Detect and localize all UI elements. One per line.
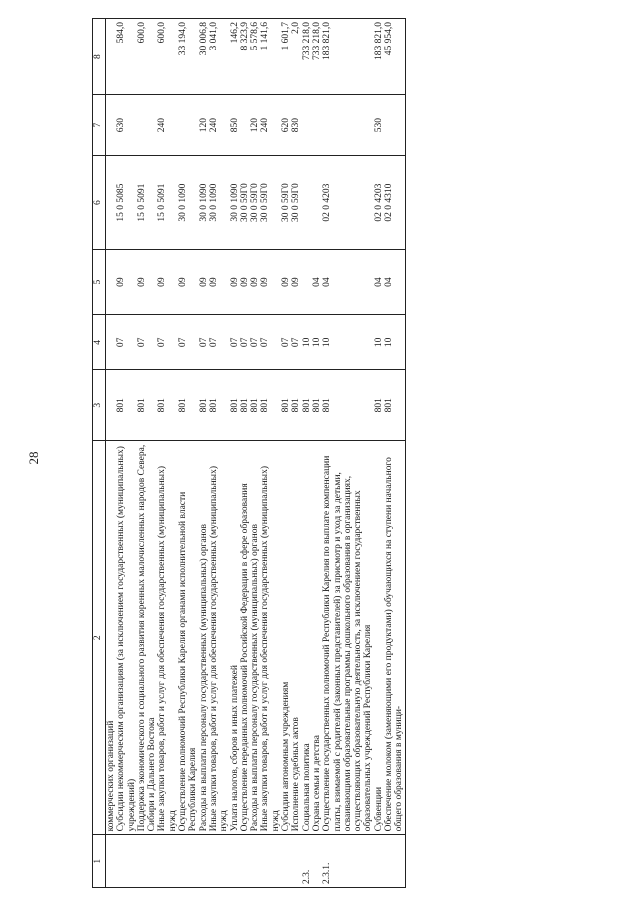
table-row <box>157 19 178 888</box>
section-code-cell: 10 <box>384 315 405 370</box>
header-cell: 1 <box>93 835 106 888</box>
item-name-cell: Субсидии автономным учреждениям <box>281 441 291 835</box>
header-cell: 4 <box>93 315 106 370</box>
code-cell: 801 <box>312 370 322 441</box>
header-cell: 5 <box>93 250 106 315</box>
expense-type-cell: 240 <box>260 95 281 156</box>
target-article-cell: 15 0 5091 <box>137 156 158 250</box>
code-cell: 801 <box>230 370 240 441</box>
amount-cell: 600,0 <box>157 19 178 95</box>
amount-cell: 1 601,7 <box>281 19 291 95</box>
amount-cell: 1 141,6 <box>260 19 281 95</box>
item-name-cell: Иные закупки товаров, работ и услуг для обеспечения государственных (муниципальных) нужд <box>157 441 178 835</box>
section-number-cell <box>106 835 117 888</box>
code-cell: 801 <box>302 370 312 441</box>
table-row <box>178 19 199 888</box>
item-name-cell: Иные закупки товаров, работ и услуг для обеспечения государственных (муниципальных) нужд <box>209 441 230 835</box>
target-article-cell: 30 0 1090 <box>230 156 240 250</box>
code-cell: 801 <box>157 370 178 441</box>
target-article-cell: 30 0 59Г0 <box>240 156 250 250</box>
section-code-cell: 10 <box>302 315 312 370</box>
section-number-cell <box>291 835 301 888</box>
subsection-code-cell: 09 <box>209 250 230 315</box>
section-number-cell <box>178 835 199 888</box>
section-code-cell: 10 <box>322 315 373 370</box>
expense-type-cell <box>178 95 199 156</box>
amount-cell: 33 194,0 <box>178 19 199 95</box>
header-cell: 2 <box>93 441 106 835</box>
target-article-cell: 30 0 59Г0 <box>250 156 260 250</box>
item-name-cell: Субвенции <box>374 441 384 835</box>
table-row <box>250 19 260 888</box>
table-row <box>374 19 384 888</box>
amount-cell: 600,0 <box>137 19 158 95</box>
section-code-cell: 07 <box>240 315 250 370</box>
item-name-cell: Социальная политика <box>302 441 312 835</box>
code-cell: 801 <box>137 370 158 441</box>
table-row <box>137 19 158 888</box>
subsection-code-cell: 09 <box>260 250 281 315</box>
expense-type-cell <box>106 95 117 156</box>
subsection-code-cell <box>302 250 312 315</box>
subsection-code-cell: 04 <box>312 250 322 315</box>
expense-type-cell: 120 <box>250 95 260 156</box>
subsection-code-cell: 04 <box>322 250 373 315</box>
expense-type-cell: 240 <box>209 95 230 156</box>
table-row <box>302 19 312 888</box>
amount-cell: 183 821,0 <box>322 19 373 95</box>
section-code-cell: 07 <box>209 315 230 370</box>
amount-cell: 733 218,0 <box>312 19 322 95</box>
expense-type-cell <box>240 95 250 156</box>
amount-cell: 733 218,0 <box>302 19 312 95</box>
target-article-cell: 30 0 59Г0 <box>281 156 291 250</box>
code-cell: 801 <box>384 370 405 441</box>
subsection-code-cell: 09 <box>137 250 158 315</box>
expense-type-cell <box>137 95 158 156</box>
item-name-cell: Осуществление полномочий Республики Карелия органами исполнительной власти Республики Карелия <box>178 441 199 835</box>
item-name-cell: Уплата налогов, сборов и иных платежей <box>230 441 240 835</box>
code-cell: 801 <box>291 370 301 441</box>
section-number-cell <box>209 835 230 888</box>
code-cell: 801 <box>374 370 384 441</box>
section-number-cell <box>312 835 322 888</box>
section-number-cell <box>240 835 250 888</box>
expense-type-cell: 850 <box>230 95 240 156</box>
item-name-cell: Обеспечение молоком (заменяющими его продуктами) обучающихся на ступени начального общего образования в муници- <box>384 441 405 835</box>
table-row <box>322 19 373 888</box>
target-article-cell: 02 0 4203 <box>374 156 384 250</box>
target-article-cell <box>106 156 117 250</box>
amount-cell: 584,0 <box>116 19 137 95</box>
code-cell: 801 <box>199 370 209 441</box>
code-cell: 801 <box>250 370 260 441</box>
subsection-code-cell: 09 <box>281 250 291 315</box>
table-row <box>384 19 405 888</box>
header-cell: 3 <box>93 370 106 441</box>
section-code-cell: 07 <box>199 315 209 370</box>
section-number-cell <box>250 835 260 888</box>
section-number-cell <box>157 835 178 888</box>
target-article-cell: 15 0 5091 <box>157 156 178 250</box>
table-row <box>260 19 281 888</box>
header-cell: 7 <box>93 95 106 156</box>
section-number-cell <box>281 835 291 888</box>
amount-cell: 45 954,0 <box>384 19 405 95</box>
table-row <box>209 19 230 888</box>
subsection-code-cell: 09 <box>199 250 209 315</box>
target-article-cell: 15 0 5085 <box>116 156 137 250</box>
target-article-cell: 30 0 1090 <box>209 156 230 250</box>
header-cell: 6 <box>93 156 106 250</box>
table-row <box>312 19 322 888</box>
item-name-cell: Иные закупки товаров, работ и услуг для обеспечения государственных (муниципальных) нужд <box>260 441 281 835</box>
section-code-cell: 07 <box>291 315 301 370</box>
section-number-cell <box>260 835 281 888</box>
table-row <box>199 19 209 888</box>
item-name-cell: Осуществление переданных полномочий Российской Федерации в сфере образования <box>240 441 250 835</box>
code-cell: 801 <box>209 370 230 441</box>
table-row <box>281 19 291 888</box>
amount-cell: 30 006,8 <box>199 19 209 95</box>
subsection-code-cell: 09 <box>116 250 137 315</box>
target-article-cell <box>302 156 312 250</box>
expense-type-cell: 630 <box>116 95 137 156</box>
amount-cell: 183 821,0 <box>374 19 384 95</box>
amount-cell: 2,0 <box>291 19 301 95</box>
section-number-cell <box>374 835 384 888</box>
section-code-cell: 07 <box>230 315 240 370</box>
section-code-cell: 07 <box>116 315 137 370</box>
subsection-code-cell: 09 <box>240 250 250 315</box>
target-article-cell: 30 0 1090 <box>199 156 209 250</box>
section-code-cell: 07 <box>260 315 281 370</box>
subsection-code-cell: 04 <box>374 250 384 315</box>
item-name-cell: Расходы на выплаты персоналу государственных (муниципальных) органов <box>250 441 260 835</box>
header-cell: 8 <box>93 19 106 95</box>
section-code-cell: 07 <box>250 315 260 370</box>
expense-type-cell: 620 <box>281 95 291 156</box>
section-number-cell <box>116 835 137 888</box>
table-body <box>106 19 406 888</box>
code-cell: 801 <box>260 370 281 441</box>
expense-type-cell <box>322 95 373 156</box>
section-code-cell: 07 <box>281 315 291 370</box>
amount-cell: 5 578,6 <box>250 19 260 95</box>
section-number-cell <box>384 835 405 888</box>
subsection-code-cell: 09 <box>291 250 301 315</box>
section-number-cell <box>137 835 158 888</box>
amount-cell: 3 041,0 <box>209 19 230 95</box>
code-cell <box>106 370 117 441</box>
section-number-cell <box>199 835 209 888</box>
subsection-code-cell: 04 <box>384 250 405 315</box>
subsection-code-cell: 09 <box>230 250 240 315</box>
code-cell: 801 <box>116 370 137 441</box>
section-code-cell: 10 <box>374 315 384 370</box>
item-name-cell: Поддержка экономического и социального развития коренных малочисленных народов Севера, Сибири и Дальнего Востока <box>137 441 158 835</box>
subsection-code-cell: 09 <box>178 250 199 315</box>
item-name-cell: коммерческих организаций <box>106 441 117 835</box>
expense-type-cell <box>384 95 405 156</box>
item-name-cell: Осуществление государственных полномочий Республики Карелия по выплате компенсации платы, взимаемой с родителей (законных представителей) за присмотр и уход за детьми, осваивающими образовательные программы дошкольного образования в организациях, осуществляющих образовательную деятельность, за исключением государственных образовательных учреждений Республики Карелия <box>322 441 373 835</box>
amount-cell: 146,2 <box>230 19 240 95</box>
table-row <box>116 19 137 888</box>
table-row <box>230 19 240 888</box>
subsection-code-cell: 09 <box>250 250 260 315</box>
target-article-cell: 02 0 4203 <box>322 156 373 250</box>
code-cell: 801 <box>240 370 250 441</box>
table-row <box>106 19 117 888</box>
code-cell: 801 <box>281 370 291 441</box>
item-name-cell: Субсидии некоммерческим организациям (за исключением государственных (муниципальных) учреждений) <box>116 441 137 835</box>
item-name-cell: Исполнение судебных актов <box>291 441 301 835</box>
code-cell: 801 <box>322 370 373 441</box>
budget-table <box>92 18 406 888</box>
section-number-cell <box>230 835 240 888</box>
table-row <box>240 19 250 888</box>
amount-cell: 8 323,9 <box>240 19 250 95</box>
expense-type-cell: 830 <box>291 95 301 156</box>
section-code-cell: 07 <box>178 315 199 370</box>
item-name-cell: Расходы на выплаты персоналу государственных (муниципальных) органов <box>199 441 209 835</box>
table-row <box>291 19 301 888</box>
section-code-cell: 10 <box>312 315 322 370</box>
section-code-cell: 07 <box>137 315 158 370</box>
code-cell: 801 <box>178 370 199 441</box>
section-number-cell: 2.3.1. <box>322 835 373 888</box>
page-number: 28 <box>26 451 41 465</box>
expense-type-cell: 240 <box>157 95 178 156</box>
expense-type-cell: 120 <box>199 95 209 156</box>
rotated-table-container <box>92 18 552 888</box>
subsection-code-cell <box>106 250 117 315</box>
target-article-cell: 30 0 1090 <box>178 156 199 250</box>
expense-type-cell <box>312 95 322 156</box>
target-article-cell: 02 0 4310 <box>384 156 405 250</box>
header-row <box>93 19 106 888</box>
target-article-cell: 30 0 59Г0 <box>260 156 281 250</box>
target-article-cell: 30 0 59Г0 <box>291 156 301 250</box>
target-article-cell <box>312 156 322 250</box>
expense-type-cell <box>302 95 312 156</box>
section-code-cell: 07 <box>157 315 178 370</box>
section-number-cell: 2.3. <box>302 835 312 888</box>
item-name-cell: Охрана семьи и детства <box>312 441 322 835</box>
amount-cell <box>106 19 117 95</box>
expense-type-cell: 530 <box>374 95 384 156</box>
subsection-code-cell: 09 <box>157 250 178 315</box>
section-code-cell <box>106 315 117 370</box>
